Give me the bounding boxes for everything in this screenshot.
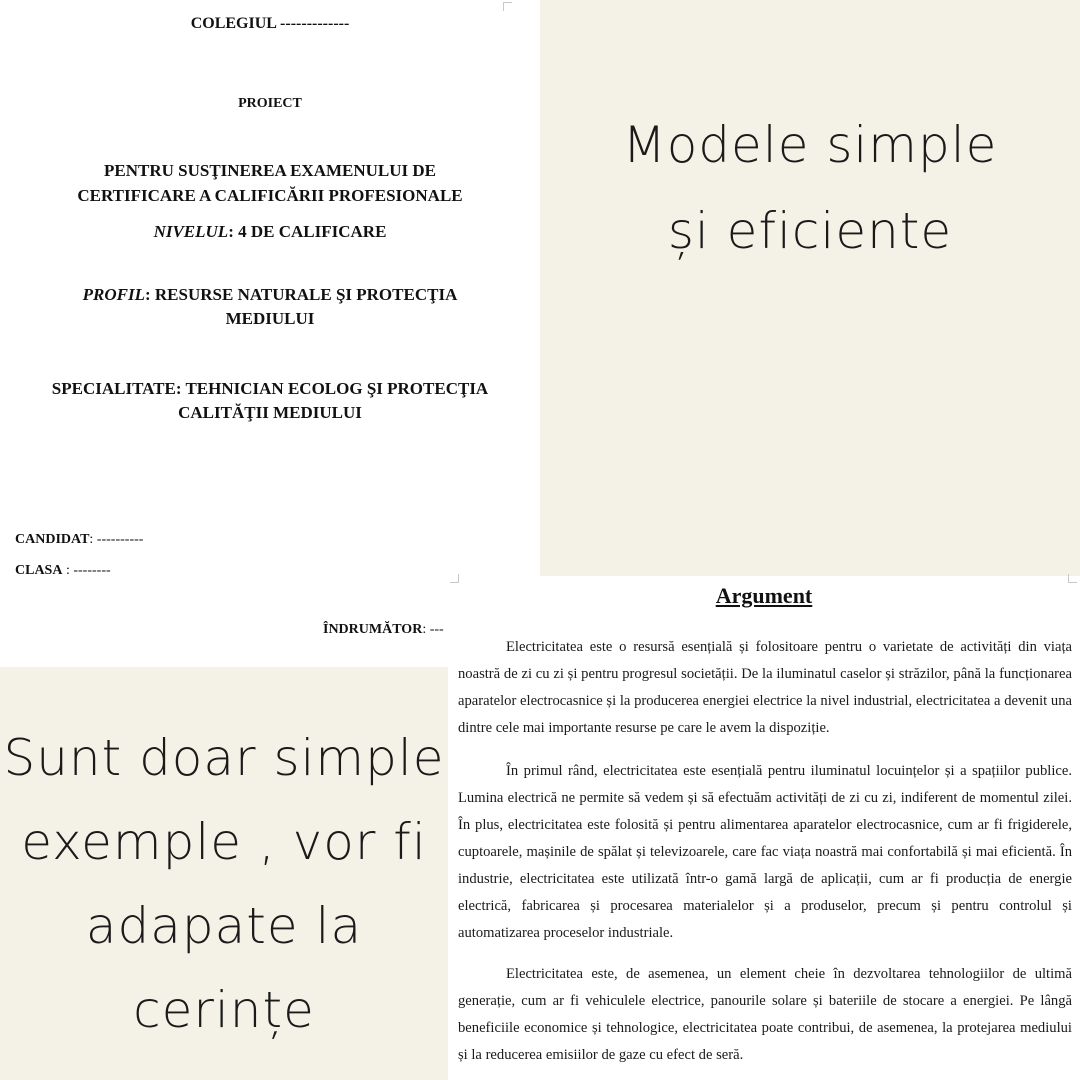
- profile-line-2: MEDIULUI: [225, 309, 315, 328]
- corner-mark: [450, 574, 459, 583]
- tagline-bottom-line-3: adapate la: [85, 897, 363, 955]
- class-line: [15, 563, 111, 579]
- tagline-top: [540, 102, 1080, 274]
- profile-label: PROFIL: [82, 285, 145, 304]
- exam-line-2: CERTIFICARE A CALIFICĂRII PROFESIONALE: [77, 186, 463, 205]
- specialty-line-1: SPECIALITATE: TEHNICIAN ECOLOG ŞI PROTECŢIA: [51, 379, 489, 398]
- candidate-line: [15, 532, 143, 548]
- advisor-line: [323, 622, 444, 638]
- advisor-label: ÎNDRUMĂTOR: [323, 622, 423, 637]
- tagline-bottom-line-2: exemple , vor fi: [21, 813, 427, 871]
- project-label: PROIECT: [238, 96, 302, 111]
- class-value: : --------: [62, 563, 111, 578]
- profile-line-1: [0, 283, 540, 307]
- corner-mark: [1068, 574, 1077, 583]
- tagline-bottom-line-1: Sunt doar simple: [3, 729, 445, 787]
- profile-value: : RESURSE NATURALE ŞI PROTECŢIA: [144, 285, 458, 304]
- argument-title: Argument: [715, 583, 813, 608]
- level-label: NIVELUL: [153, 222, 229, 241]
- tagline-bottom: [0, 716, 448, 1052]
- argument-paragraph-2: În primul rând, electricitatea este esențială pentru iluminatul locuințelor și a spațiilor publice. Lumina electrică ne permite să vedem și să efectuăm activități de zi cu zi, indiferent de momentul zilei. În plus, electricitatea este folosită și pentru alimentarea aparatelor electrocasnice, cum ar fi frigiderele, cuptoarele, mașinile de spălat și televizoarele, care fac viața noastră mai confortabilă și mai eficientă. În industrie, electricitatea este utilizată într-o gamă largă de aplicații, cum ar fi producția de energie electrică, fabricarea și procesarea materialelor și a produselor, precum și pentru controlul și automatizarea proceselor industriale.: [458, 763, 1072, 941]
- tagline-bottom-line-4: cerințe: [133, 981, 315, 1039]
- exam-line-1: PENTRU SUSŢINEREA EXAMENULUI DE: [103, 161, 437, 180]
- tagline-panel-top: [540, 0, 1080, 576]
- argument-paragraph-3: Electricitatea este, de asemenea, un element cheie în dezvoltarea tehnologiilor de ultimă generație, cum ar fi vehiculele electrice, panourile solare și bateriile de stocare a energiei. Pe lângă beneficiile economice și tehnologice, electricitatea poate contribui, de asemenea, la protejarea mediului și la reducerea emisiilor de gaze cu efect de seră.: [458, 966, 1072, 1063]
- tagline-top-line-2: și eficiente: [667, 202, 953, 260]
- advisor-value: : ---: [422, 622, 444, 637]
- level-line: [0, 220, 540, 244]
- class-label: CLASA: [15, 563, 63, 578]
- candidate-value: : ----------: [89, 532, 144, 547]
- corner-mark: [503, 2, 512, 11]
- specialty-line-2: CALITĂŢII MEDIULUI: [178, 403, 362, 422]
- level-value: : 4 DE CALIFICARE: [228, 222, 387, 241]
- tagline-top-line-1: Modele simple: [622, 116, 998, 174]
- college-name: COLEGIUL -------------: [190, 15, 350, 32]
- argument-paragraph-1: Electricitatea este o resursă esențială și folositoare pentru o varietate de activități din viața noastră de zi cu zi și pentru progresul societății. De la iluminatul caselor și străzilor, până la funcționarea aparatelor electrocasnice și la producerea energiei electrice la nivel industrial, electricitatea a devenit una dintre cele mai importante resurse pe care le avem la dispoziție.: [458, 639, 1072, 736]
- candidate-label: CANDIDAT: [15, 532, 90, 547]
